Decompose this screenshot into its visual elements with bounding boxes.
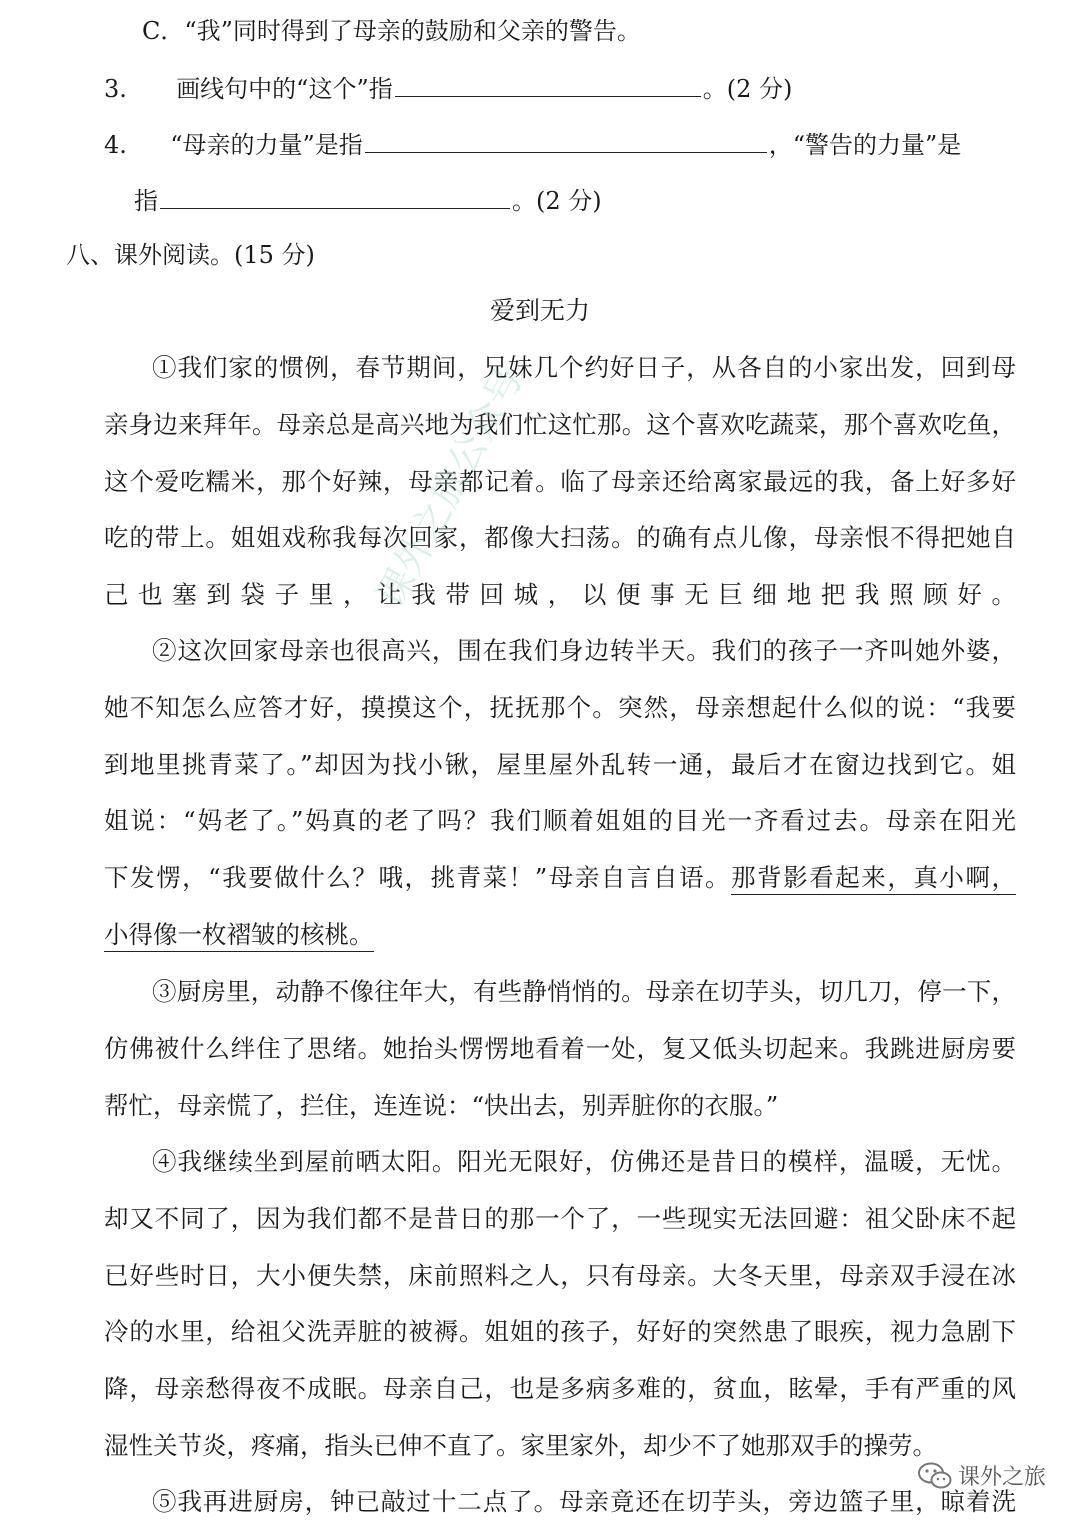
paragraph-line: 姐说：“妈老了。”妈真的老了吗？我们顺着姐姐的目光一齐看过去。母亲在阳光 (104, 806, 1016, 836)
question-4-answer-blank-1[interactable] (365, 128, 767, 153)
paragraph-line: 帮忙，母亲慌了，拦住，连连说：“快出去，别弄脏你的衣服。” (104, 1090, 779, 1120)
question-3-text: 画线句中的“这个”指 (176, 75, 393, 103)
paragraph-line-plain: 下发愣，“我要做什么？哦，挑青菜！”母亲自言自语。 (104, 863, 732, 893)
paragraph-line: 仿佛被什么绊住了思绪。她抬头愣愣地看着一处，复又低头切起来。我跳进厨房要 (104, 1033, 1016, 1063)
paragraph-5 (104, 1474, 1016, 1531)
paragraph-line: 冷的水里，给祖父洗弄脏的被褥。姐姐的孩子，好好的突然患了眼疾，视力急剧下 (104, 1317, 1016, 1347)
source-logo (918, 1460, 1046, 1491)
paragraph-line: 吃的带上。姐姐戏称我每次回家，都像大扫荡。的确有点儿像，母亲恨不得把她自 (104, 523, 1016, 553)
question-3 (104, 72, 792, 104)
question-3-answer-blank[interactable] (395, 72, 701, 97)
question-4-mid: ，“警告的力量”是 (768, 131, 962, 159)
paragraph-line: 这个爱吃糯米，那个好辣，母亲都记着。临了母亲还给离家最远的我，备上好多好 (104, 466, 1016, 496)
logo-text: 课外之旅 (957, 1465, 1046, 1490)
paragraph-line: ②这次回家母亲也很高兴，围在我们身边转半天。我们的孩子一齐叫她外婆， (152, 636, 1016, 665)
paragraph-line: 却又不同了，因为我们都不是昔日的那一个了，一些现实无法回避：祖父卧床不起 (104, 1203, 1016, 1233)
watermark: 课外之旅公众号 (367, 359, 532, 615)
question-3-score: 。(2 分) (702, 75, 793, 103)
paragraph-3 (104, 964, 1016, 1134)
question-4-number: 4. (104, 131, 127, 159)
paragraph-line: 已好些时日，大小便失禁，床前照料之人，只有母亲。大冬天里，母亲双手浸在冰 (104, 1260, 1016, 1290)
paragraph-line: 己也塞到袋子里，让我带回城，以便事无巨细地把我照顾好。 (104, 580, 1016, 610)
paragraph-line (104, 907, 1016, 964)
paragraph-line (104, 850, 1016, 907)
article-title: 爱到无力 (489, 296, 590, 325)
paragraph-line: 她不知怎么应答才好，摸摸这个，抚抚那个。突然，母亲想起什么似的说：“我要 (104, 692, 1016, 722)
underlined-sentence: 那背影看起来，真小啊， (731, 863, 1016, 895)
paragraph-line: 湿性关节炎，疼痛，指头已伸不直了。家里家外，却少不了她那双手的操劳。 (104, 1430, 937, 1460)
paragraph-line: ③厨房里，动静不像往年大，有些静悄悄的。母亲在切芋头，切几刀，停一下， (152, 977, 1016, 1006)
paragraph-line: 降，母亲愁得夜不成眠。母亲自己，也是多病多难的，贫血，眩晕，手有严重的风 (104, 1374, 1016, 1404)
paragraph-2 (104, 623, 1016, 964)
paragraph-1 (104, 340, 1016, 624)
question-4-score: 。(2 分) (512, 187, 602, 215)
wechat-icon (918, 1462, 952, 1490)
underlined-sentence-cont: 小得像一枚褶皱的核桃。 (104, 920, 374, 952)
question-4 (104, 128, 961, 160)
paragraph-line: 到地里挑青菜了。”却因为找小锹，屋里屋外乱转一通，最后才在窗边找到它。姐 (104, 749, 1016, 779)
option-c: C．“我”同时得到了母亲的鼓励和父亲的警告。 (142, 17, 641, 45)
paragraph-line: ⑤我再进厨房，钟已敲过十二点了。母亲竟还在切芋头，旁边篮子里，晾着洗 (152, 1487, 1016, 1516)
paragraph-4 (104, 1134, 1016, 1475)
paragraph-line: ①我们家的惯例，春节期间，兄妹几个约好日子，从各自的小家出发，回到母 (152, 353, 1016, 382)
question-4-answer-blank-2[interactable] (160, 184, 510, 209)
paragraph-line: ④我继续坐到屋前晒太阳。阳光无限好，仿佛还是昔日的模样，温暖，无忧。 (152, 1147, 1016, 1176)
question-4-cont (134, 184, 602, 216)
paragraph-line: 亲身边来拜年。母亲总是高兴地为我们忙这忙那。这个喜欢吃蔬菜，那个喜欢吃鱼， (104, 409, 1016, 439)
question-4-text: “母亲的力量”是指 (170, 131, 363, 159)
section-heading: 八、课外阅读。(15 分) (66, 241, 315, 269)
question-3-number: 3. (104, 75, 127, 103)
question-4-cont-text: 指 (134, 187, 158, 215)
